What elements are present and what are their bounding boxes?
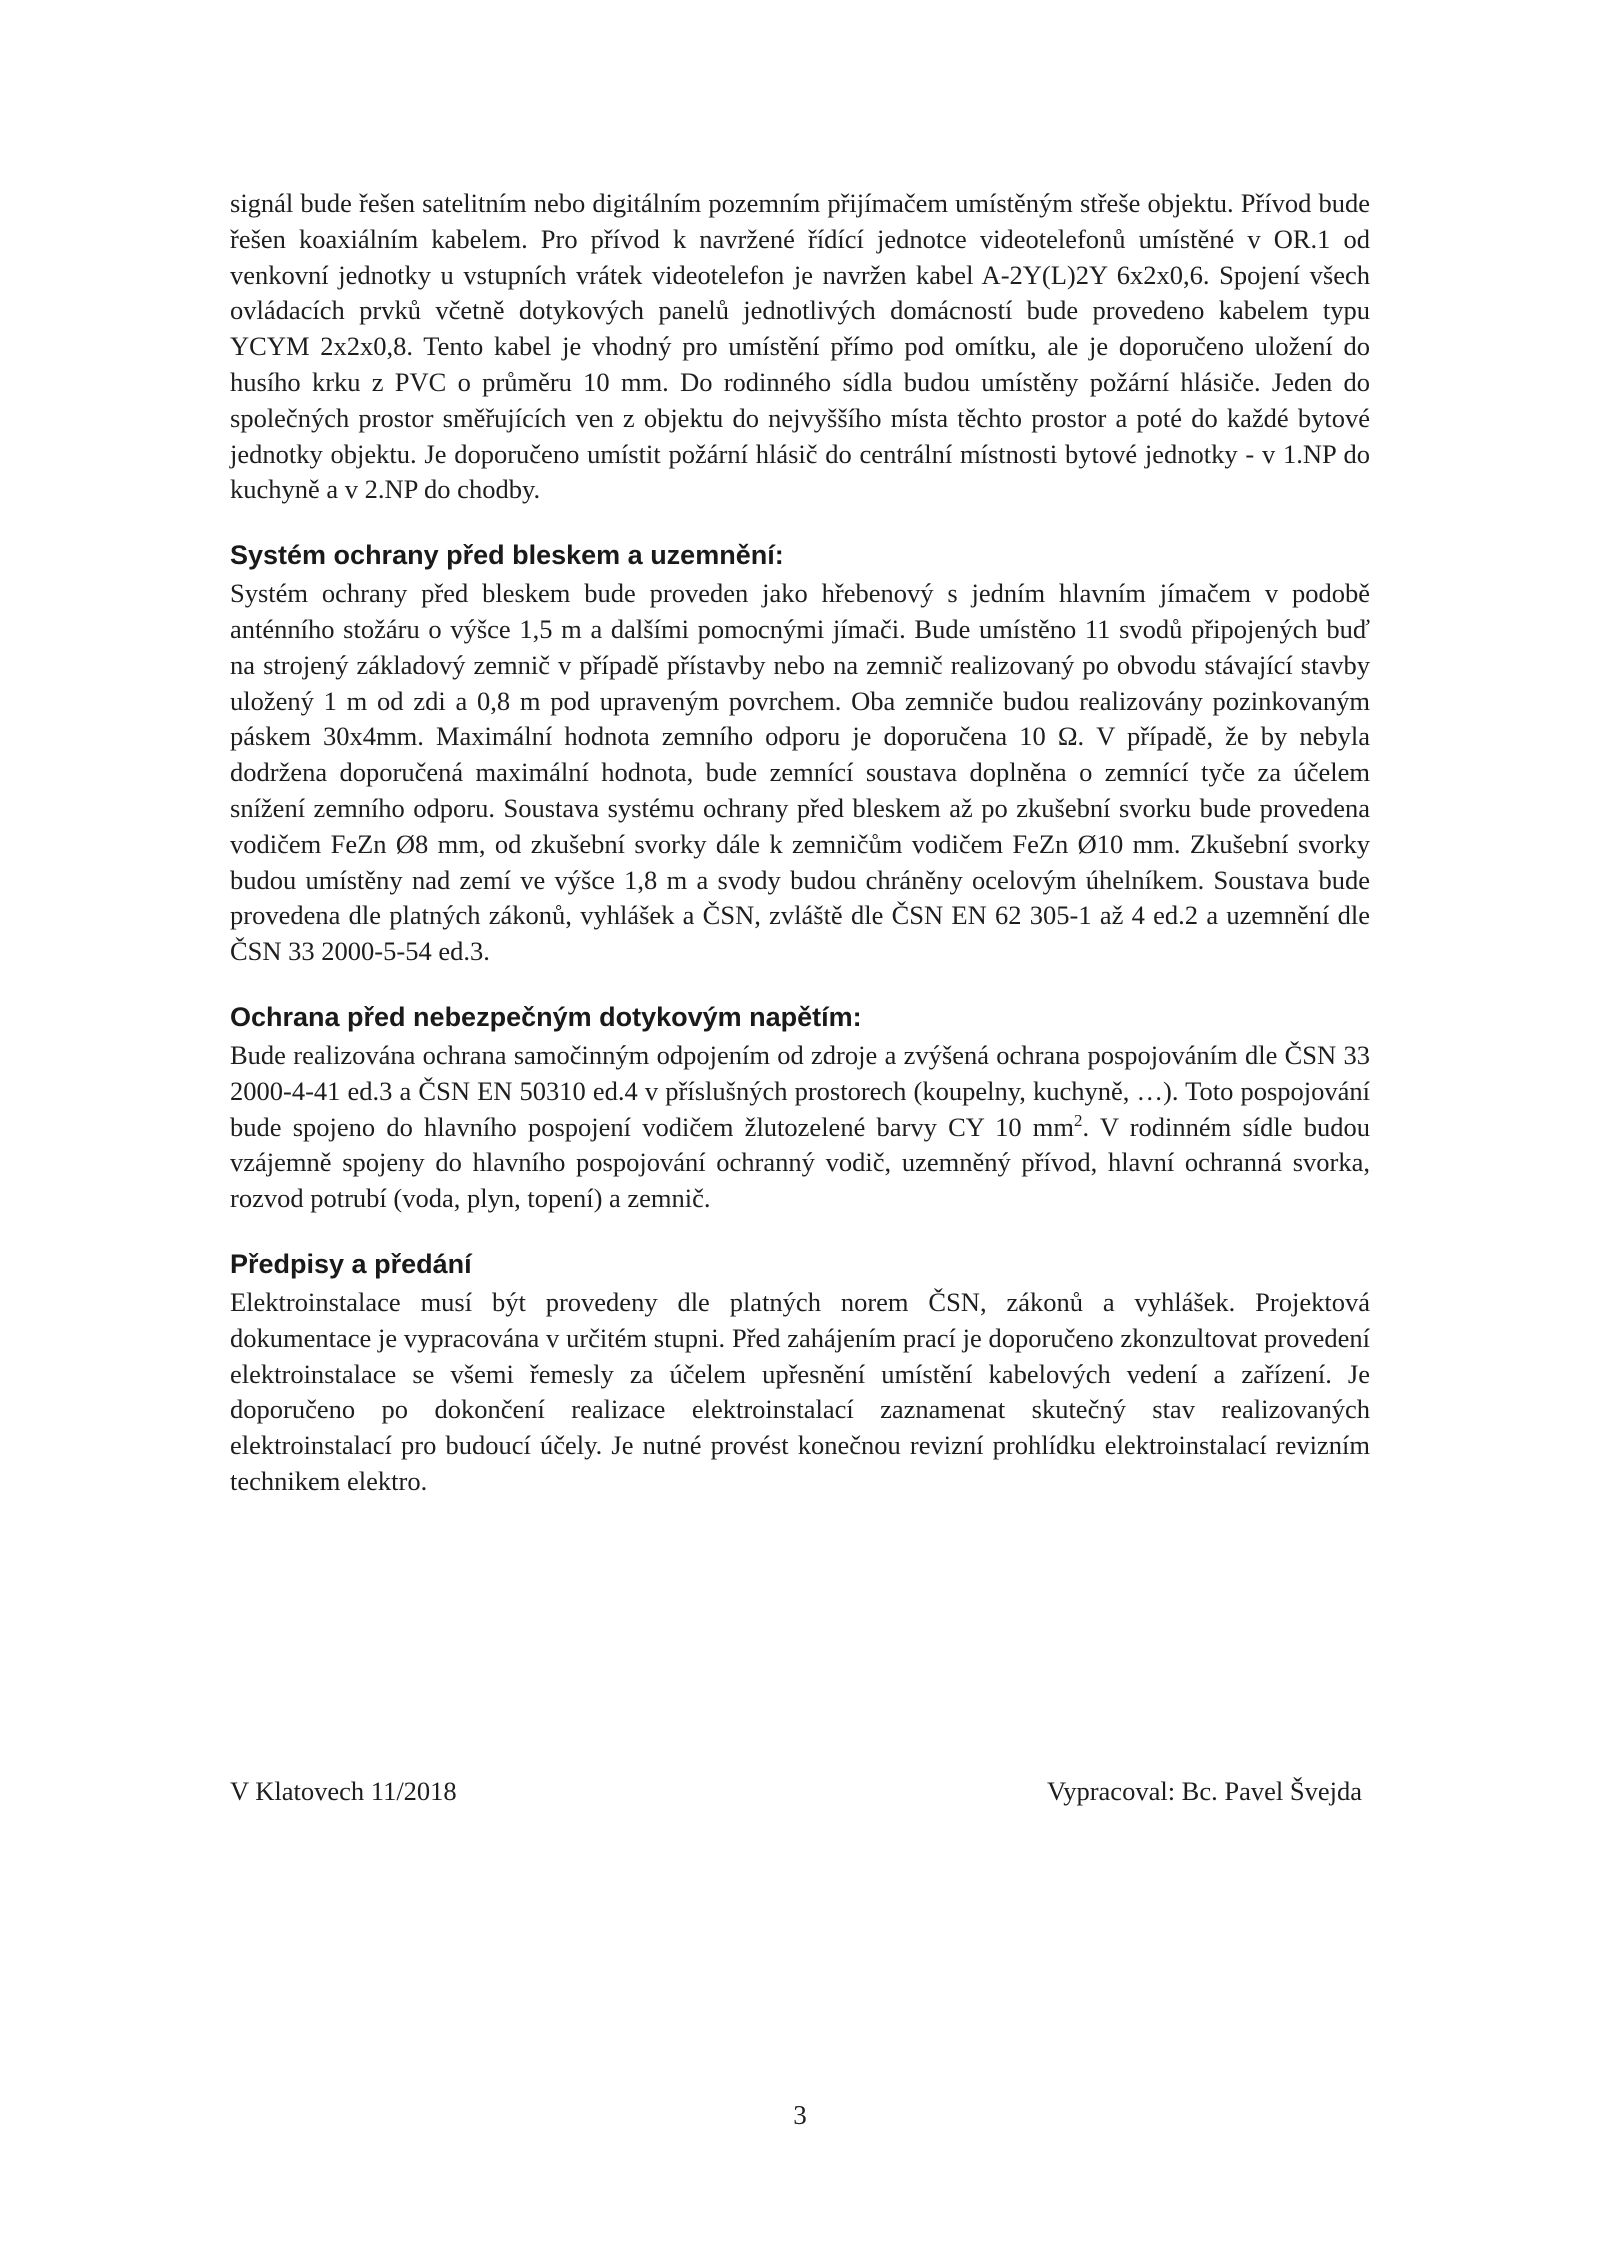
superscript-exponent: 2 [1074,1110,1083,1130]
regulations-paragraph: Elektroinstalace musí být provedeny dle platných norem ČSN, zákonů a vyhlášek. Projektová dokumentace je vypracována v určitém stupni. Před zahájením prací je doporučeno zkonzultovat provedení elektroinstalace se všemi řemesly za účelem upřesnění umístění kabelových vedení a zařízení. Je doporučeno po dokončení realizace elektroinstalací zaznamenat skutečný stav realizovaných elektroinstalací pro budoucí účely. Je nutné provést konečnou revizní prohlídku elektroinstalací revizním technikem elektro. [230,1286,1370,1496]
signature-row [230,1776,1370,1807]
touch-voltage-paragraph [230,1038,1370,1217]
author-signature: Vypracoval: Bc. Pavel Švejda [1047,1776,1362,1806]
regulations-heading: Předpisy a předání [230,1248,472,1279]
lightning-protection-paragraph: Systém ochrany před bleskem bude proveden jako hřebenový s jedním hlavním jímačem v podobě anténního stožáru o výšce 1,5 m a dalšími pomocnými jímači. Bude umístěno 11 svodů připojených buď na strojený základový zemnič v případě přístavby nebo na zemnič realizovaný po obvodu stávající stavby uložený 1 m od zdi a 0,8 m pod upraveným povrchem. Oba zemniče budou realizovány pozinkovaným páskem 30x4mm. Maximální hodnota zemního odporu je doporučena 10 Ω. V případě, že by nebyla dodržena doporučená maximální hodnota, bude zemnící soustava doplněna o zemnící tyče za účelem snížení zemního odporu. Soustava systému ochrany před bleskem až po zkušební svorku bude provedena vodičem FeZn Ø8 mm, od zkušební svorky dále k zemničům vodičem FeZn Ø10 mm. Zkušební svorky budou umístěny nad zemí ve výšce 1,8 m a svody budou chráněny ocelovým úhelníkem. Soustava bude provedena dle platných zákonů, vyhlášek a ČSN, zvláště dle ČSN EN 62 305-1 až 4 ed.2 a uzemnění dle ČSN 33 2000-5-54 ed.3. [230,578,1370,967]
intro-paragraph: signál bude řešen satelitním nebo digitálním pozemním přijímačem umístěným střeše objektu. Přívod bude řešen koaxiálním kabelem. Pro přívod k navržené řídící jednotce videotelefonů umístěné v OR.1 od venkovní jednotky u vstupních vrátek videotelefon je navržen kabel A-2Y(L)2Y 6x2x0,6. Spojení všech ovládacích prvků včetně dotykových panelů jednotlivých domácností bude provedeno kabelem typu YCYM 2x2x0,8. Tento kabel je vhodný pro umístění přímo pod omítku, ale je doporučeno uložení do husího krku z PVC o průměru 10 mm. Do rodinného sídla budou umístěny požární hlásiče. Jeden do společných prostor směřujících ven z objektu do nejvyššího místa těchto prostor a poté do každé bytové jednotky objektu. Je doporučeno umístit požární hlásič do centrální místnosti bytové jednotky - v 1.NP do kuchyně a v 2.NP do chodby. [230,188,1370,505]
page-number: 3 [793,2100,807,2130]
document-body [230,186,1370,1500]
touch-voltage-text-part-2: . V rodinném sídle budou vzájemně spojeny do hlavního pospojování ochranný vodič, uzemněný přívod, hlavní ochranná svorka, rozvod potrubí (voda, plyn, topení) a zemnič. [230,1111,1370,1214]
touch-voltage-text-part-1: Bude realizována ochrana samočinným odpojením od zdroje a zvýšená ochrana pospojováním dle ČSN 33 2000-4-41 ed.3 a ČSN EN 50310 ed.4 v příslušných prostorech (koupelny, kuchyně, …). Toto pospojování bude spojeno do hlavního pospojení vodičem žlutozelené barvy CY 10 mm [230,1039,1370,1142]
touch-voltage-heading: Ochrana před nebezpečným dotykovým napětím: [230,1001,862,1032]
place-date: V Klatovech 11/2018 [230,1776,457,1806]
lightning-protection-heading: Systém ochrany před bleskem a uzemnění: [230,540,784,571]
